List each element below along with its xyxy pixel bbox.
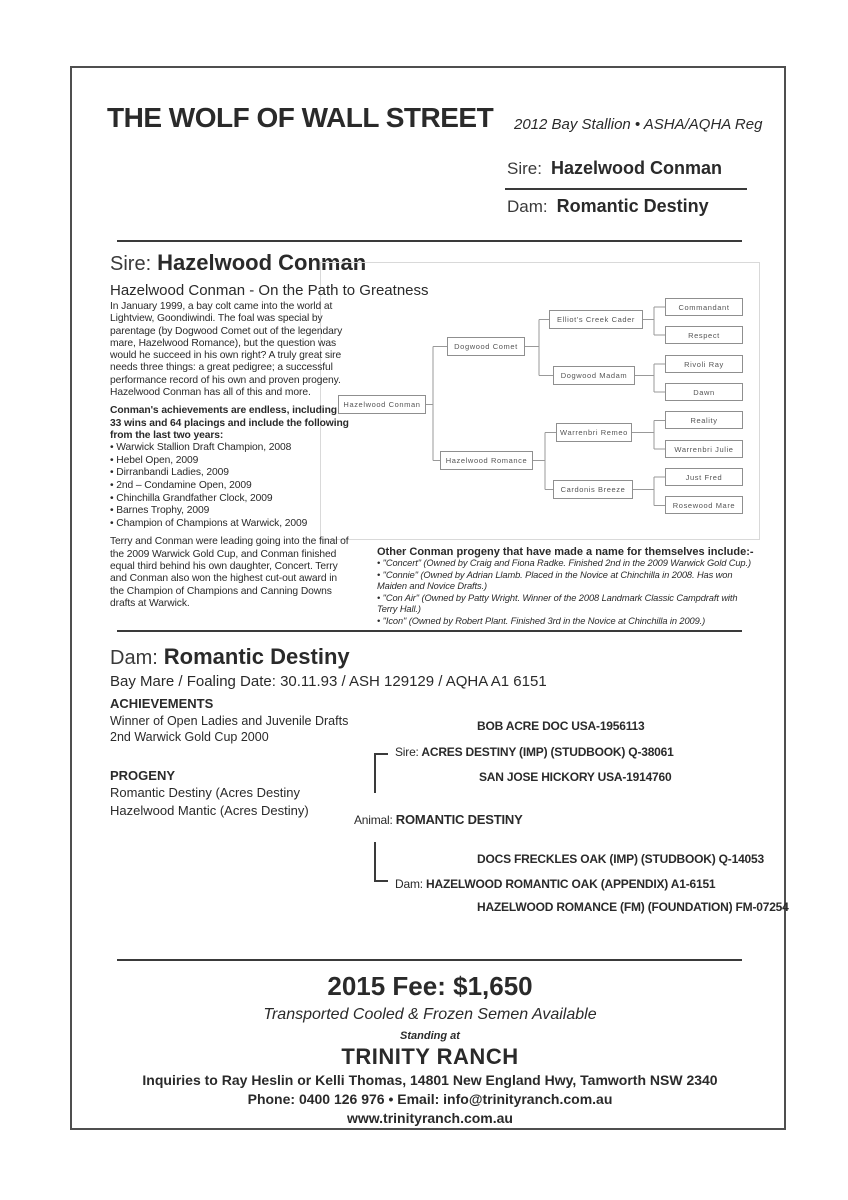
- tree-node-gen4-5: Reality: [665, 411, 743, 429]
- ped-dam-granddam: HAZELWOOD ROMANCE (FM) (FOUNDATION) FM-07254: [477, 900, 789, 914]
- achievement-item: • 2nd – Condamine Open, 2009: [110, 480, 252, 492]
- dam-achievement-line: 2nd Warwick Gold Cup 2000: [110, 730, 269, 744]
- website-line: www.trinityranch.com.au: [347, 1110, 513, 1126]
- achievement-item: • Chinchilla Grandfather Clock, 2009: [110, 492, 273, 504]
- ped-sire-granddam: SAN JOSE HICKORY USA-1914760: [479, 770, 672, 784]
- header-sire-label: Sire:: [507, 159, 542, 178]
- ped-sire-grandsire: BOB ACRE DOC USA-1956113: [477, 719, 645, 733]
- sire-achievements-list: [110, 442, 350, 530]
- tree-node-sire: Dogwood Comet: [447, 337, 525, 356]
- dam-info-line: Bay Mare / Foaling Date: 30.11.93 / ASH 129129 / AQHA A1 6151: [110, 673, 547, 690]
- tree-node-gen4-1: Commandant: [665, 298, 743, 316]
- sire-bracket: [374, 753, 388, 793]
- tree-node-root: Hazelwood Conman: [338, 395, 426, 414]
- progeny-notes-heading: Other Conman progeny that have made a name for themselves include:-: [377, 546, 754, 558]
- tree-node-gen4-6: Warrenbri Julie: [665, 440, 743, 458]
- header-underline: [505, 188, 747, 190]
- ped-animal-row: [354, 812, 523, 827]
- achievement-item: • Barnes Trophy, 2009: [110, 505, 210, 517]
- sire-achievements-lead: Conman's achievements are endless, including 33 wins and 64 placings and include the following from the last two years:: [110, 405, 349, 441]
- divider-header: [117, 240, 742, 242]
- dam-section-heading: [110, 644, 350, 670]
- ped-sire-label: Sire:: [395, 745, 419, 759]
- progeny-note: • "Connie" (Owned by Adrian Llamb. Placed in the Novice at Chinchilla in 2008. Has won Maiden and Novice Drafts.): [377, 569, 733, 592]
- page-title: THE WOLF OF WALL STREET: [107, 102, 494, 133]
- tree-node-gen3-4: Cardonis Breeze: [553, 480, 633, 499]
- ped-dam-value: HAZELWOOD ROMANTIC OAK (APPENDIX) A1-6151: [426, 877, 716, 891]
- sire-closing-paragraph: Terry and Conman were leading going into the final of the 2009 Warwick Gold Cup, and Conman finished equal third behind his own daughter, Concert. Terry and Conman also won the highest cut-out award in the Champion of Champions and Canning Downs drafts at Warwick.: [110, 536, 349, 609]
- ped-animal-value: ROMANTIC DESTINY: [395, 812, 523, 827]
- divider-dam: [117, 630, 742, 632]
- ped-sire-value: ACRES DESTINY (IMP) (STUDBOOK) Q-38061: [421, 745, 674, 759]
- sire-pedigree-tree: [320, 262, 760, 540]
- dam-heading-label: Dam:: [110, 647, 158, 669]
- tree-node-dam: Hazelwood Romance: [440, 451, 533, 470]
- tree-node-gen4-3: Rivoli Ray: [665, 355, 743, 373]
- tree-node-gen4-7: Just Fred: [665, 468, 743, 486]
- dam-achievement-line: Winner of Open Ladies and Juvenile Drafts: [110, 714, 349, 728]
- achievement-item: • Hebel Open, 2009: [110, 454, 199, 466]
- dam-progeny-line: Romantic Destiny (Acres Destiny: [110, 785, 300, 800]
- progeny-note: • "Icon" (Owned by Robert Plant. Finished 3rd in the Novice at Chinchilla in 2009.): [377, 615, 706, 626]
- dam-progeny-line: Hazelwood Mantic (Acres Destiny): [110, 803, 309, 818]
- header-dam-row: [507, 196, 709, 217]
- ranch-name: TRINITY RANCH: [341, 1044, 519, 1069]
- tree-node-gen4-4: Dawn: [665, 383, 743, 401]
- tree-node-gen4-2: Respect: [665, 326, 743, 344]
- progeny-note: • "Concert" (Owned by Craig and Fiona Radke. Finished 2nd in the 2009 Warwick Gold Cup.): [377, 558, 751, 568]
- ped-dam-label: Dam:: [395, 877, 423, 891]
- fee-line: 2015 Fee: $1,650: [327, 971, 533, 1001]
- header-dam-label: Dam:: [507, 197, 548, 216]
- ped-animal-label: Animal:: [354, 813, 393, 827]
- conman-progeny-notes: [377, 546, 759, 628]
- sire-heading-label: Sire:: [110, 253, 152, 275]
- header-sire-row: [507, 158, 722, 179]
- standing-at-line: Standing at: [400, 1030, 460, 1042]
- phone-email-line: Phone: 0400 126 976 • Email: info@trinityranch.com.au: [247, 1091, 613, 1107]
- dam-heading-value: Romantic Destiny: [163, 644, 350, 669]
- achievement-item: • Dirranbandi Ladies, 2009: [110, 467, 229, 479]
- sire-text-column: [110, 301, 350, 616]
- progeny-notes-list: [377, 558, 759, 628]
- header-dam-value: Romantic Destiny: [556, 196, 709, 216]
- dam-bracket: [374, 842, 388, 882]
- dam-progeny-heading: PROGENY: [110, 768, 176, 783]
- tree-node-gen3-2: Dogwood Madam: [553, 366, 635, 385]
- document-page: [70, 66, 789, 1130]
- sire-tagline: Hazelwood Conman - On the Path to Greatness: [110, 282, 429, 299]
- progeny-note: • "Con Air" (Owned by Patty Wright. Winner of the 2008 Landmark Classic Campdraft with Terry Hall.): [377, 592, 738, 615]
- sire-intro-paragraph: In January 1999, a bay colt came into the world at Lightview, Goondiwindi. The foal was special by parentage (by Dogwood Comet out of the legendary mare, Hazelwood Romance), but the question was would he succeed in his own right? A truly great sire needs three things: a great pedigree; a successful performance record of his own and proven progeny. Hazelwood Conman has all of this and more.: [110, 301, 343, 399]
- inquiries-line: Inquiries to Ray Heslin or Kelli Thomas, 14801 New England Hwy, Tamworth NSW 2340: [142, 1072, 718, 1088]
- divider-footer: [117, 959, 742, 961]
- ped-sire-row: [395, 745, 674, 759]
- achievement-item: • Champion of Champions at Warwick, 2009: [110, 517, 308, 529]
- semen-line: Transported Cooled & Frozen Semen Available: [263, 1006, 597, 1023]
- dam-achievements-heading: ACHIEVEMENTS: [110, 696, 214, 711]
- tree-node-gen3-3: Warrenbri Remeo: [556, 423, 632, 442]
- tree-node-gen4-8: Rosewood Mare: [665, 496, 743, 514]
- achievement-item: • Warwick Stallion Draft Champion, 2008: [110, 442, 292, 454]
- ped-dam-grandsire: DOCS FRECKLES OAK (IMP) (STUDBOOK) Q-14053: [477, 852, 764, 866]
- sire-heading-value: Hazelwood Conman: [157, 250, 367, 275]
- ped-dam-row: [395, 877, 715, 891]
- header-sire-value: Hazelwood Conman: [550, 158, 722, 178]
- page-subtitle: 2012 Bay Stallion • ASHA/AQHA Reg: [514, 116, 763, 133]
- tree-node-gen3-1: Elliot's Creek Cader: [549, 310, 643, 329]
